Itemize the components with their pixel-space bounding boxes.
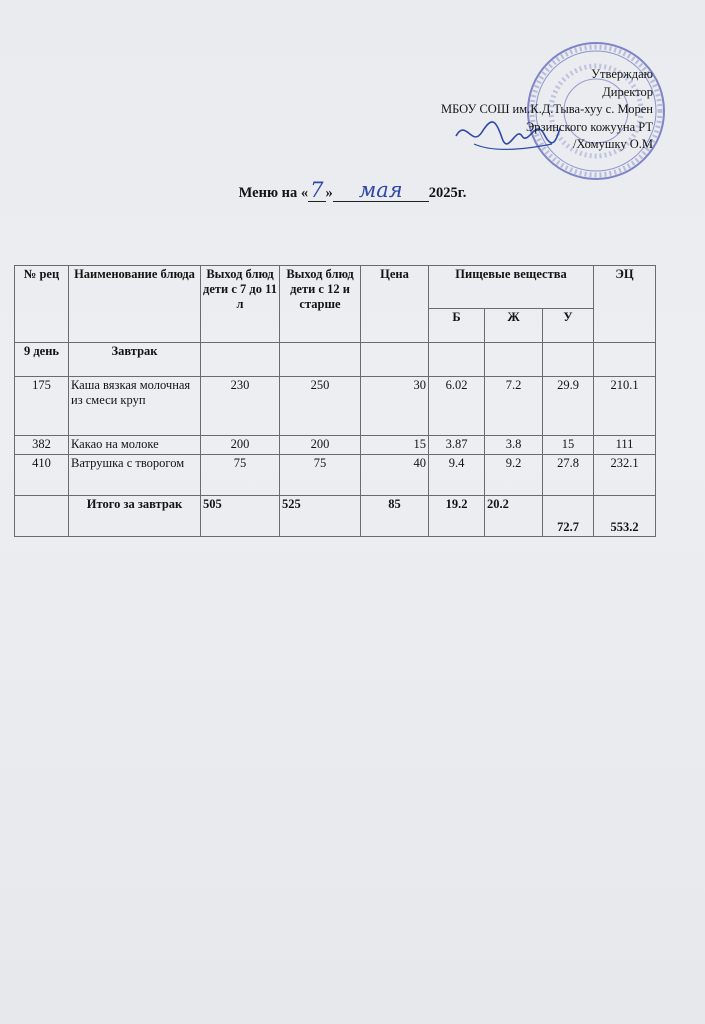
cell-b: 9.4 (429, 455, 485, 496)
header-energy: ЭЦ (594, 266, 656, 343)
header-price: Цена (361, 266, 429, 343)
cell-name: Какао на молоке (69, 436, 201, 455)
header-name: Наименование блюда (69, 266, 201, 343)
approval-line: /Хомушку О.М (572, 137, 653, 151)
approval-line: Директор (602, 84, 653, 99)
header-zh: Ж (485, 309, 543, 343)
menu-table (14, 265, 656, 537)
total-b: 19.2 (429, 496, 485, 537)
header-out1: Выход блюд дети с 7 до 11 л (201, 266, 280, 343)
total-label: Итого за завтрак (69, 496, 201, 537)
cell-num: 382 (15, 436, 69, 455)
page-title (0, 178, 705, 202)
header-num: № рец (15, 266, 69, 343)
title-mid: » (325, 185, 333, 201)
cell-out1: 200 (201, 436, 280, 455)
total-energy: 553.2 (594, 496, 656, 537)
approval-line: Эрзинского кожууна РТ (525, 119, 653, 134)
cell-price: 15 (361, 436, 429, 455)
cell-u: 27.8 (543, 455, 594, 496)
total-price: 85 (361, 496, 429, 537)
total-u: 72.7 (543, 496, 594, 537)
cell-price: 30 (361, 377, 429, 436)
section-meal: Завтрак (69, 343, 201, 377)
cell-energy: 232.1 (594, 455, 656, 496)
title-suffix: 2025г. (428, 185, 467, 201)
header-out2: Выход блюд дети с 12 и старше (280, 266, 361, 343)
cell-zh: 9.2 (485, 455, 543, 496)
header-row (15, 266, 656, 309)
cell-zh: 7.2 (485, 377, 543, 436)
total-zh: 20.2 (485, 496, 543, 537)
cell-out2: 75 (280, 455, 361, 496)
total-row (15, 496, 656, 537)
section-day: 9 день (15, 343, 69, 377)
cell-name: Каша вязкая молочная из смеси круп (69, 377, 201, 436)
cell-u: 15 (543, 436, 594, 455)
header-u: У (543, 309, 594, 343)
cell-out2: 250 (280, 377, 361, 436)
table-row (15, 377, 656, 436)
cell-energy: 210.1 (594, 377, 656, 436)
cell-name: Ватрушка с творогом (69, 455, 201, 496)
cell-out2: 200 (280, 436, 361, 455)
table-row (15, 455, 656, 496)
cell-num: 410 (15, 455, 69, 496)
table-row (15, 436, 656, 455)
cell-price: 40 (361, 455, 429, 496)
header-nutrients: Пищевые вещества (429, 266, 594, 309)
approval-line: МБОУ СОШ им.К.Д.Тыва-хуу с. Морен (440, 102, 653, 116)
total-out2: 525 (280, 496, 361, 537)
cell-u: 29.9 (543, 377, 594, 436)
total-out1: 505 (201, 496, 280, 537)
approval-line: Утверждаю (591, 67, 653, 81)
section-row (15, 343, 656, 377)
title-month: мая (358, 178, 403, 202)
cell-zh: 3.8 (485, 436, 543, 455)
approval-block (403, 66, 653, 154)
cell-out1: 75 (201, 455, 280, 496)
title-day: 7 (310, 178, 324, 202)
header-b: Б (429, 309, 485, 343)
cell-out1: 230 (201, 377, 280, 436)
cell-b: 3.87 (429, 436, 485, 455)
title-prefix: Меню на « (238, 185, 309, 201)
cell-b: 6.02 (429, 377, 485, 436)
cell-energy: 111 (594, 436, 656, 455)
cell-num: 175 (15, 377, 69, 436)
